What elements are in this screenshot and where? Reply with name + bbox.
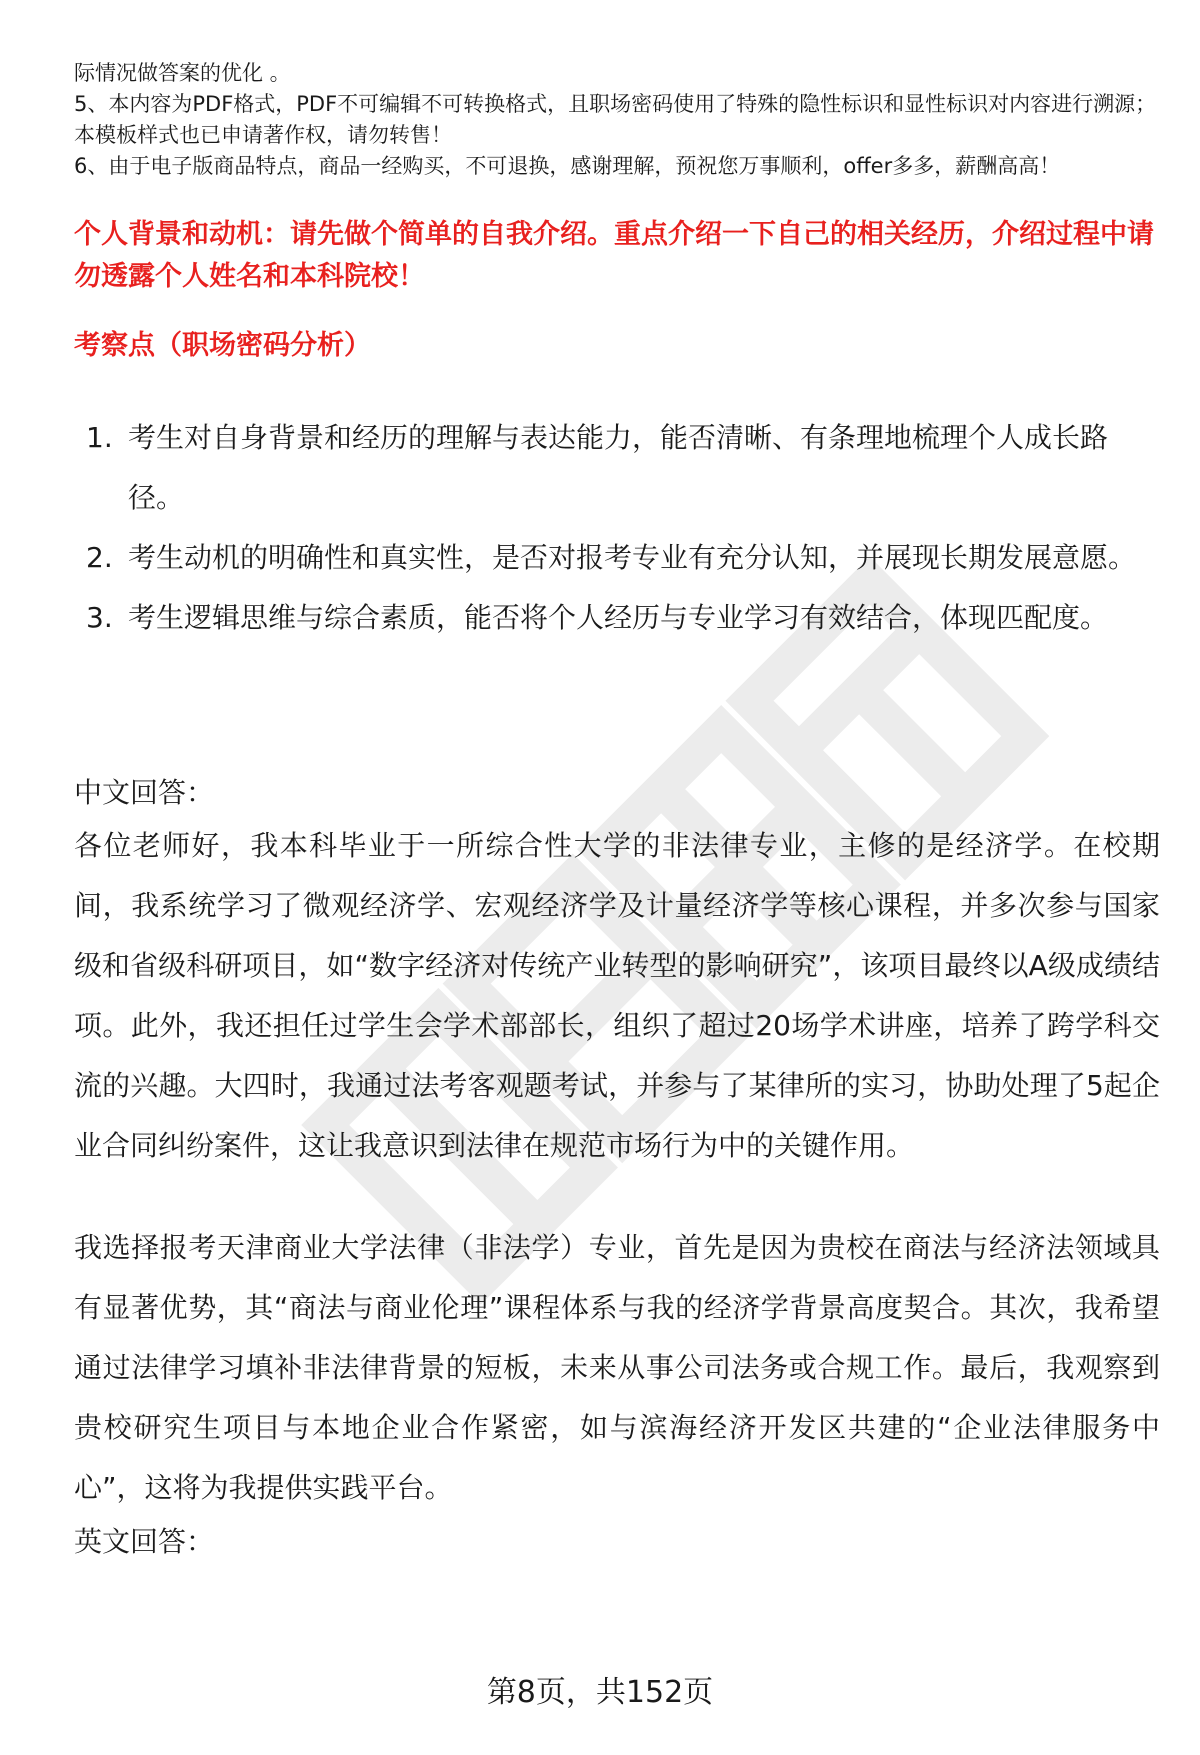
notes-block xyxy=(74,58,1160,182)
list-number: 1. xyxy=(86,421,113,454)
points-title: 考察点（职场密码分析） xyxy=(74,330,371,361)
chinese-answer-label: 中文回答： xyxy=(74,776,215,809)
points-list xyxy=(74,408,1160,648)
note-line: 6、由于电子版商品特点，商品一经购买，不可退换，感谢理解，预祝您万事顺利，offer多多，薪酬高高！ xyxy=(74,154,1061,178)
list-item xyxy=(74,408,1160,528)
list-text: 考生动机的明确性和真实性，是否对报考专业有充分认知，并展现长期发展意愿。 xyxy=(128,541,1137,574)
chinese-answer-paragraph-2: 我选择报考天津商业大学法律（非法学）专业，首先是因为贵校在商法与经济法领域具有显著优势，其“商法与商业伦理”课程体系与我的经济学背景高度契合。其次，我希望通过法律学习填补非法律背景的短板，未来从事公司法务或合规工作。最后，我观察到贵校研究生项目与本地企业合作紧密，如与滨海经济开发区共建的“企业法律服务中心”，这将为我提供实践平台。 xyxy=(74,1231,1160,1504)
list-item xyxy=(74,588,1160,648)
english-answer-label: 英文回答： xyxy=(74,1525,215,1558)
note-line: 5、本内容为PDF格式，PDF不可编辑不可转换格式，且职场密码使用了特殊的隐性标识和显性标识对内容进行溯源；本模板样式也已申请著作权，请勿转售！ xyxy=(74,92,1157,147)
page-content xyxy=(74,58,1160,1558)
list-number: 3. xyxy=(86,601,113,634)
list-item xyxy=(74,528,1160,588)
question-heading: 个人背景和动机：请先做个简单的自我介绍。重点介绍一下自己的相关经历，介绍过程中请勿透露个人姓名和本科院校！ xyxy=(74,219,1154,292)
list-text: 考生逻辑思维与综合素质，能否将个人经历与专业学习有效结合，体现匹配度。 xyxy=(128,601,1109,634)
page-number: 第8页，共152页 xyxy=(486,1675,714,1710)
list-number: 2. xyxy=(86,541,113,574)
list-text: 考生对自身背景和经历的理解与表达能力，能否清晰、有条理地梳理个人成长路径。 xyxy=(128,421,1109,514)
note-line: 际情况做答案的优化 。 xyxy=(74,61,291,85)
chinese-answer-paragraph-1: 各位老师好，我本科毕业于一所综合性大学的非法律专业，主修的是经济学。在校期间，我系统学习了微观经济学、宏观经济学及计量经济学等核心课程，并多次参与国家级和省级科研项目，如“数字经济对传统产业转型的影响研究”，该项目最终以A级成绩结项。此外，我还担任过学生会学术部部长，组织了超过20场学术讲座，培养了跨学科交流的兴趣。大四时，我通过法考客观题考试，并参与了某律所的实习，协助处理了5起企业合同纠纷案件，这让我意识到法律在规范市场行为中的关键作用。 xyxy=(74,829,1160,1162)
